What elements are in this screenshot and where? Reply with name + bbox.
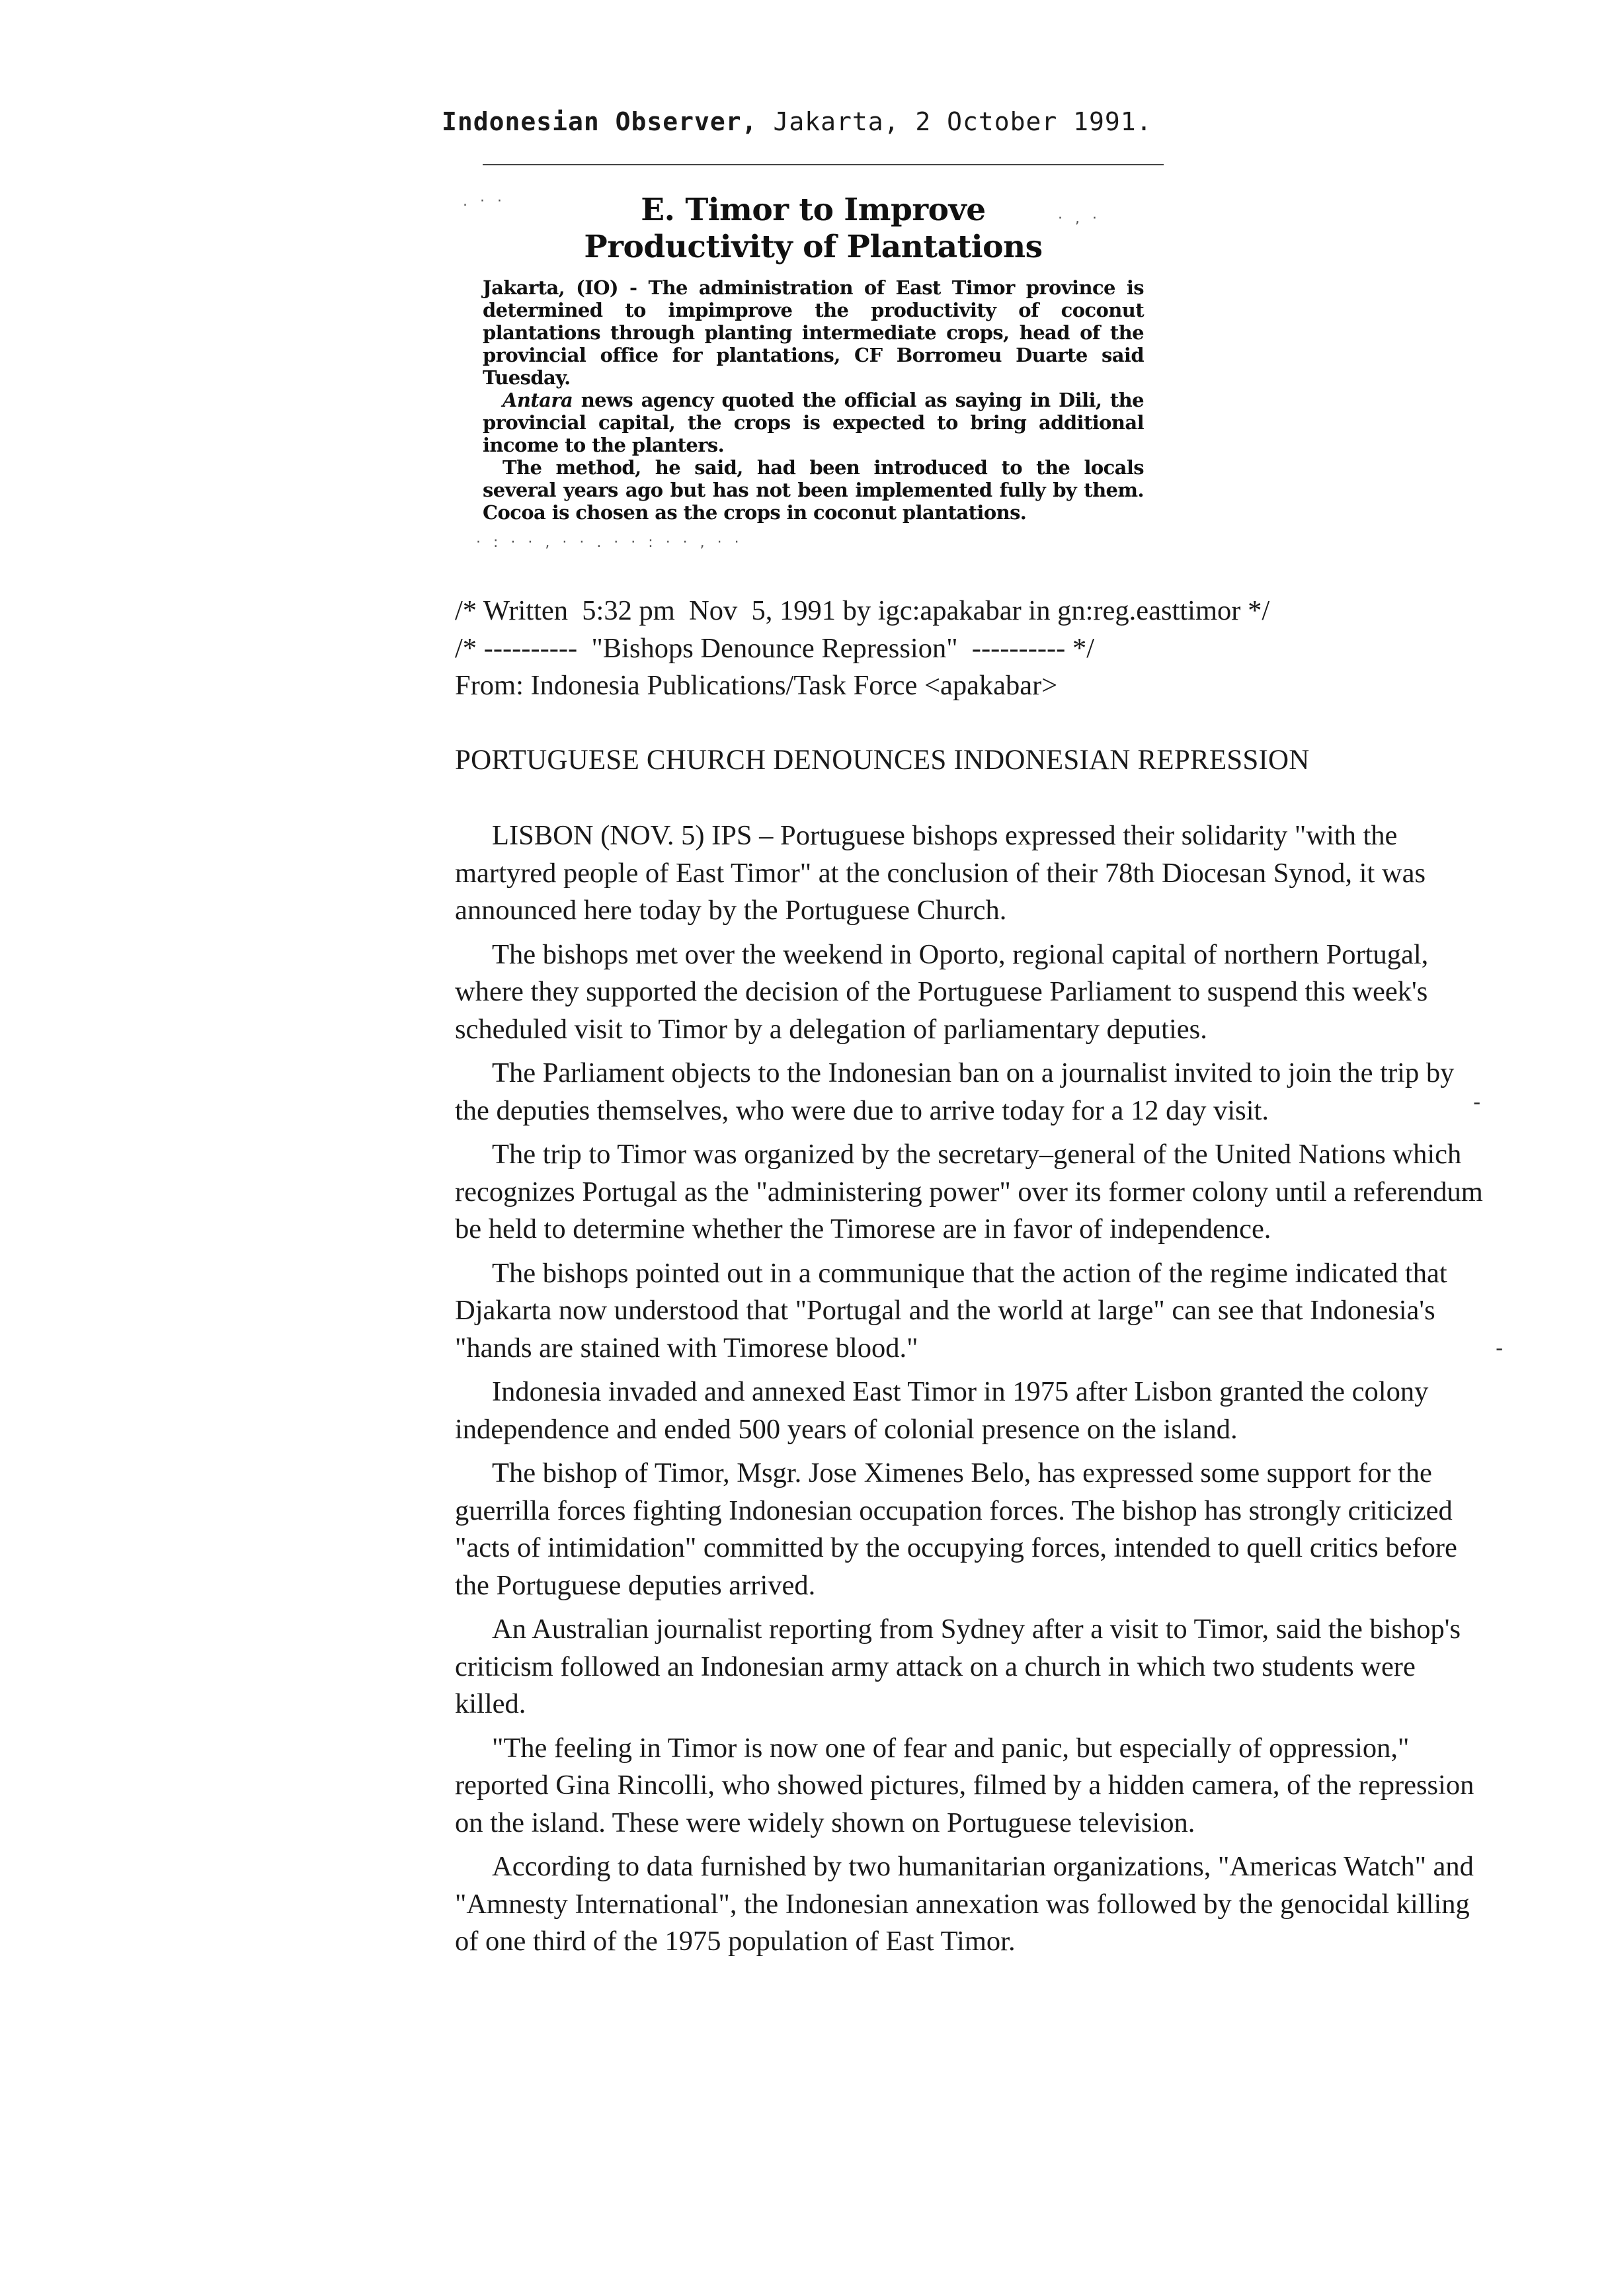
clipping-body bbox=[483, 276, 1144, 524]
article-paragraph: "The feeling in Timor is now one of fear and panic, but especially of oppression," reported Gina Rincolli, who showed pictures, filmed by a hidden camera, of the repression on the island. These were widely shown on Portuguese television. bbox=[455, 1732, 1474, 1838]
clipping-text: The administration of East Timor province is determined to impimprove the productivity of coconut plantations through planting intermediate crops, head of the provincial office for plantations, CF Borromeu Duarte said Tuesday. bbox=[483, 276, 1145, 389]
clipping-paragraph bbox=[483, 456, 1144, 524]
article-title: PORTUGUESE CHURCH DENOUNCES INDONESIAN REPRESSION bbox=[455, 744, 1310, 776]
article-paragraph: An Australian journalist reporting from Sydney after a visit to Timor, said the bishop's criticism followed an Indonesian army attack on a church in which two students were killed. bbox=[455, 1614, 1461, 1719]
scan-noise: · : · · , · · . · · : · · , · · bbox=[476, 534, 743, 551]
clipping-paragraph bbox=[483, 276, 1144, 389]
article-paragraph: The Parliament objects to the Indonesian ban on a journalist invited to join the trip by the deputies themselves, who were due to arrive today for a 12 day visit. bbox=[455, 1057, 1455, 1126]
clipping-headline-line2: Productivity of Plantations bbox=[584, 229, 1043, 265]
clipping-headline bbox=[489, 192, 1137, 266]
margin-mark: - bbox=[1473, 1090, 1481, 1115]
written-line: /* Written 5:32 pm Nov 5, 1991 by igc:apakabar in gn:reg.easttimor */ bbox=[455, 595, 1270, 626]
clipping-headline-line1: E. Timor to Improve bbox=[641, 192, 986, 228]
article-paragraph: The bishops pointed out in a communique that the action of the regime indicated that Djakarta now understood that "Portugal and the world at large" can see that Indonesia's "hands are stained with Timorese blood." bbox=[455, 1257, 1447, 1364]
article-paragraph: Indonesia invaded and annexed East Timor in 1975 after Lisbon granted the colony independence and ended 500 years of colonial presence on the island. bbox=[455, 1376, 1429, 1445]
article-paragraph: The bishops met over the weekend in Oporto, regional capital of northern Portugal, where they supported the decision of the Portuguese Parliament to suspend this week's scheduled visit to Timor by a delegation of parliamentary deputies. bbox=[455, 938, 1429, 1045]
scan-noise: · , · bbox=[1058, 210, 1101, 227]
clipping-text: The method, he said, had been introduced to the locals several years ago but has not been implemented fully by them. Cocoa is chosen as the crops in coconut plantations. bbox=[483, 456, 1144, 524]
clipping-dateline: Jakarta, (IO) - bbox=[483, 276, 649, 299]
margin-mark: - bbox=[1496, 1336, 1504, 1361]
clipping-text: news agency quoted the official as saying in Dili, the provincial capital, the crops is expected to bring additional income to the planters. bbox=[483, 389, 1144, 456]
source-place-date: Jakarta, 2 October 1991. bbox=[757, 107, 1152, 136]
article-paragraph: According to data furnished by two humanitarian organizations, "Americas Watch" and "Amnesty International", the Indonesian annexation was followed by the genocidal killing of one third of the 1975 population of East Timor. bbox=[455, 1851, 1474, 1957]
article-paragraph: LISBON (NOV. 5) IPS – Portuguese bishops expressed their solidarity "with the martyred people of East Timor" at the conclusion of their 78th Diocesan Synod, it was announced here today by the Portuguese Church. bbox=[455, 820, 1426, 926]
article-paragraph: The bishop of Timor, Msgr. Jose Ximenes Belo, has expressed some support for the guerrilla forces fighting Indonesian occupation forces. The bishop has strongly criticized "acts of intimidation" committed by the occupying forces, intended to quell critics before the Portuguese deputies arrived. bbox=[455, 1457, 1457, 1601]
newspaper-clipping bbox=[463, 164, 1164, 574]
clipping-top-rule bbox=[483, 164, 1164, 165]
source-line bbox=[442, 107, 1152, 136]
article-body bbox=[455, 817, 1486, 1961]
article bbox=[455, 593, 1486, 1967]
clipping-agency-name: Antara bbox=[502, 389, 573, 411]
from-line: From: Indonesia Publications/Task Force <apakabar> bbox=[455, 670, 1058, 701]
newspaper-name: Indonesian Observer, bbox=[442, 107, 758, 136]
article-paragraph: The trip to Timor was organized by the secretary–general of the United Nations which recognizes Portugal as the "administering power" over its former colony until a referendum be held to determine whether the Timorese are in favor of independence. bbox=[455, 1139, 1483, 1245]
clipping-paragraph bbox=[483, 389, 1144, 456]
subject-line: /* ---------- "Bishops Denounce Repression" ---------- */ bbox=[455, 632, 1094, 664]
scan-noise: . · · bbox=[463, 193, 506, 210]
